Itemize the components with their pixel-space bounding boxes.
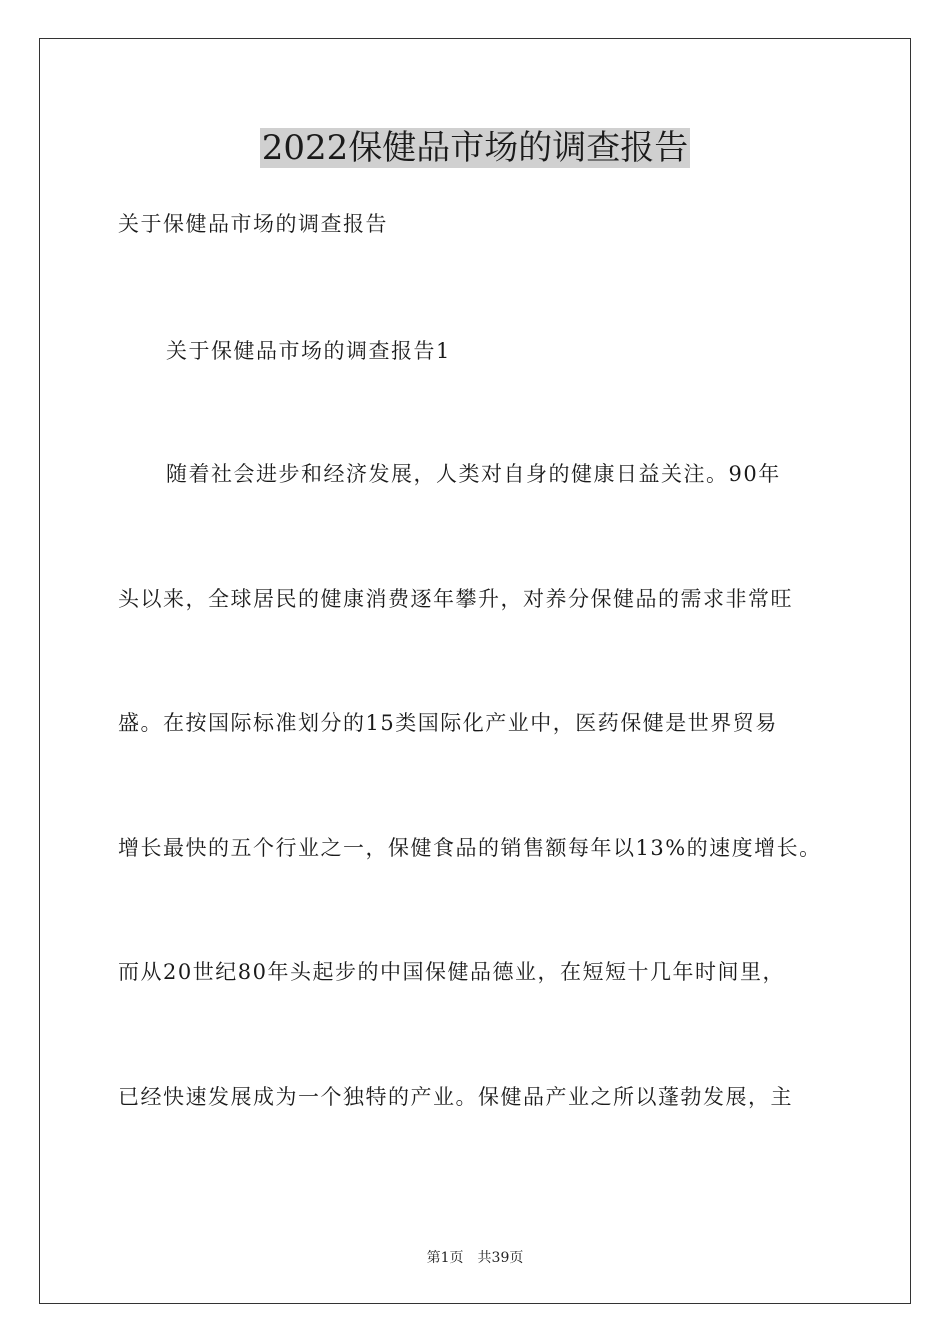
- paragraph-line: 随着社会进步和经济发展，人类对自身的健康日益关注。90年: [166, 462, 781, 486]
- document-title-text: 2022保健品市场的调查报告: [261, 128, 689, 168]
- section-heading: 关于保健品市场的调查报告1: [166, 339, 451, 363]
- page-footer: 第1页 共39页: [426, 1250, 524, 1266]
- paragraph-line: 增长最快的五个行业之一，保健食品的销售额每年以13%的速度增长。: [118, 836, 822, 860]
- paragraph-line: 盛。在按国际标准划分的15类国际化产业中，医药保健是世界贸易: [118, 711, 778, 735]
- paragraph-line: 已经快速发展成为一个独特的产业。保健品产业之所以蓬勃发展，主: [118, 1085, 793, 1109]
- document-title: [0, 126, 950, 170]
- document-subtitle: 关于保健品市场的调查报告: [118, 212, 388, 236]
- paragraph-line: 头以来，全球居民的健康消费逐年攀升，对养分保健品的需求非常旺: [118, 587, 793, 611]
- paragraph-line: 而从20世纪80年头起步的中国保健品德业，在短短十几年时间里，: [118, 960, 785, 984]
